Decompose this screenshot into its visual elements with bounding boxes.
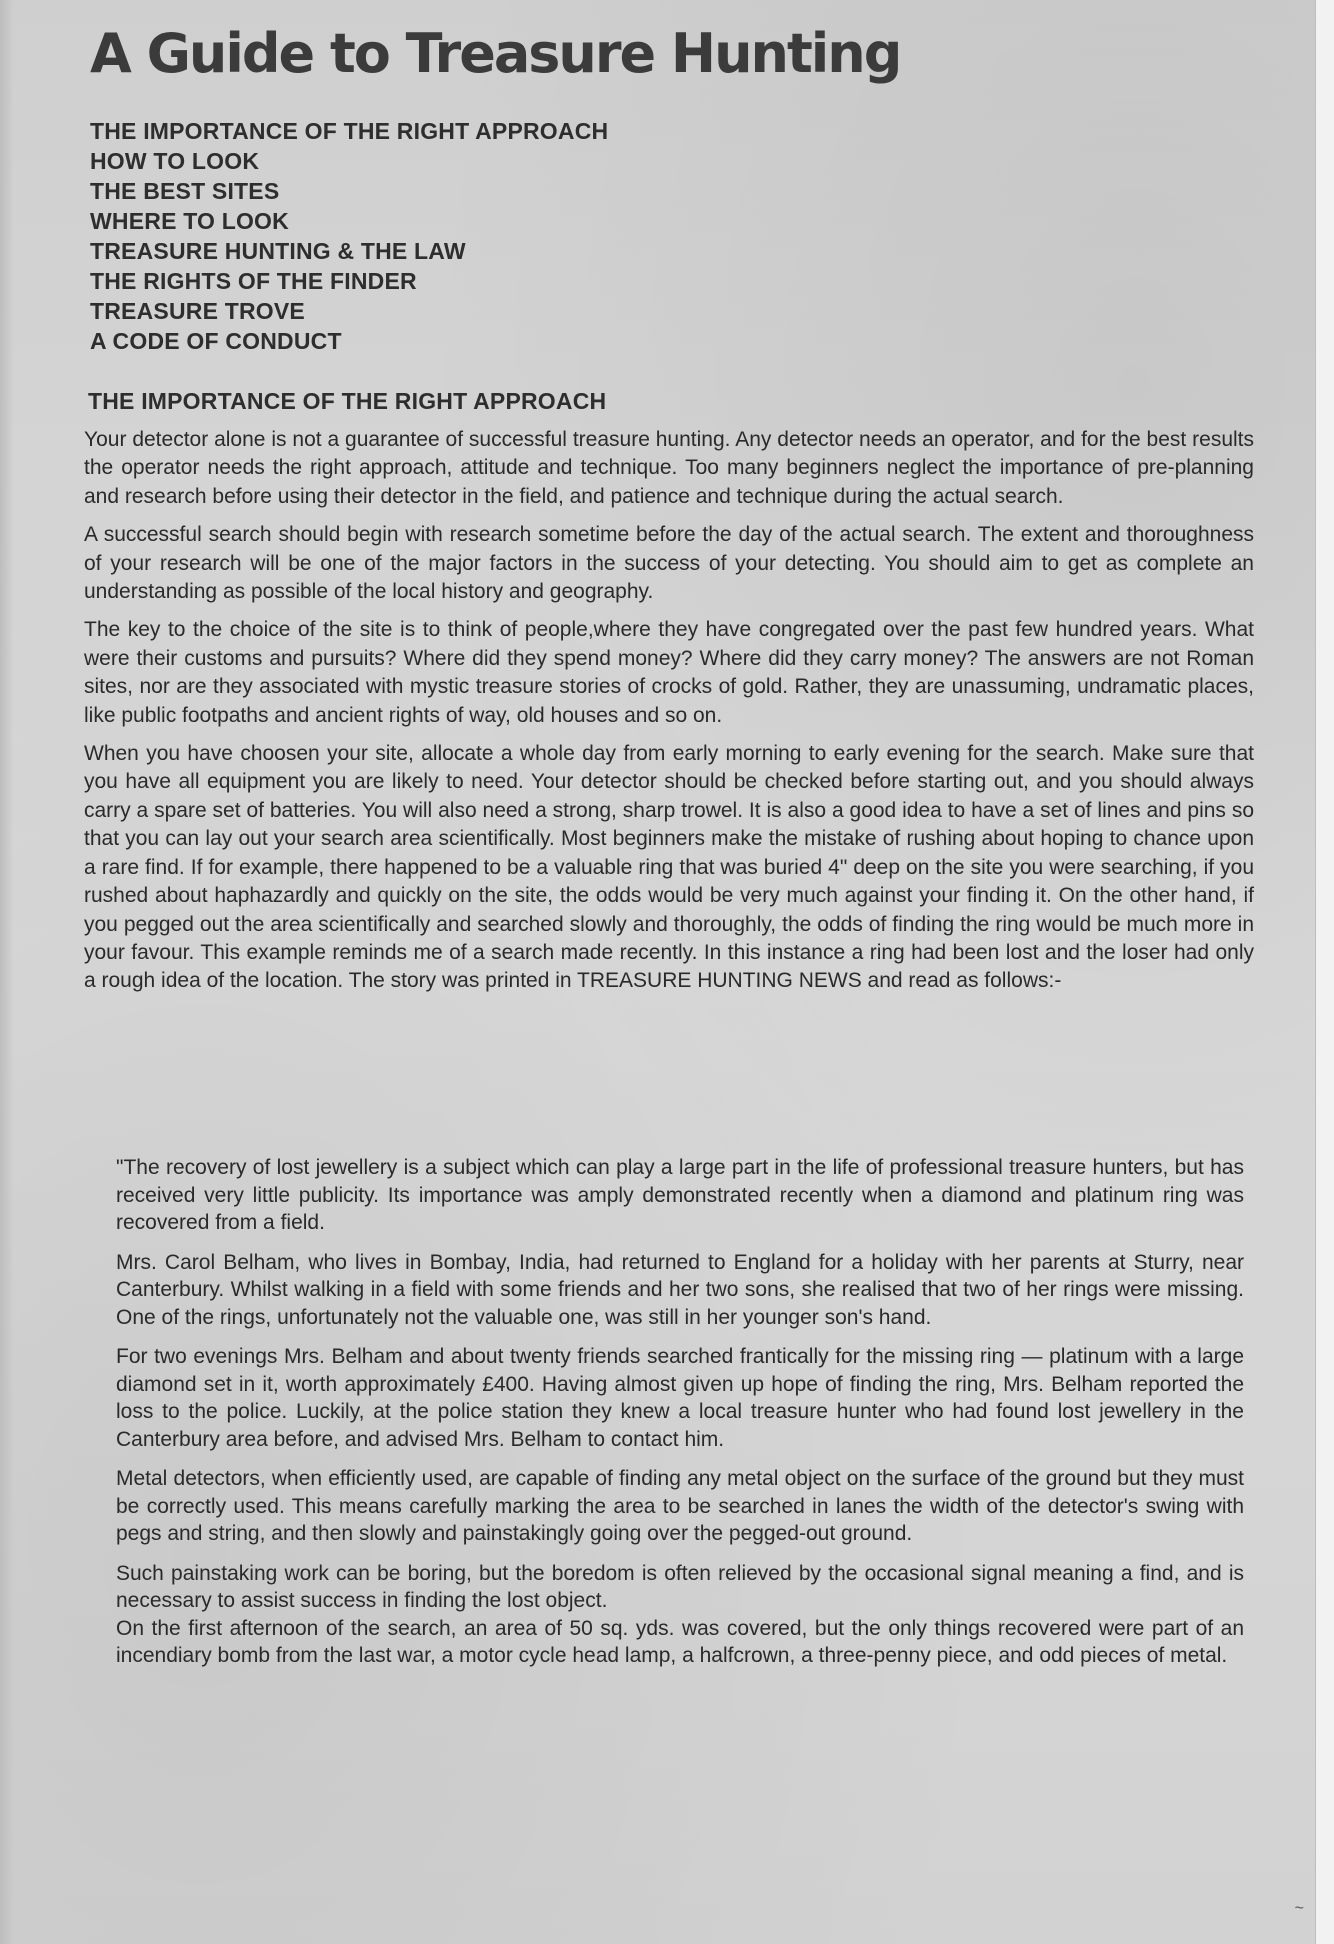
quote-paragraph: Such painstaking work can be boring, but the boredom is often relieved by the occasional signal meaning a find, and is necessary to assist success in finding the lost object. [116,1561,1244,1612]
table-of-contents [90,116,608,356]
toc-item: TREASURE TROVE [90,298,305,324]
toc-item: WHERE TO LOOK [90,208,289,234]
quoted-article [116,1154,1244,1682]
body-paragraph: Your detector alone is not a guarantee of successful treasure hunting. Any detector needs an operator, and for the best results the operator needs the right approach, attitude and technique. Too many beginners neglect the importance of pre-planning and research before using their detector in the field, and patience and technique during the actual search. [84,428,1254,508]
quote-paragraph: Mrs. Carol Belham, who lives in Bombay, India, had returned to England for a holiday with her parents at Sturry, near Canterbury. Whilst walking in a field with some friends and her two sons, she realised that two of her rings were missing. One of the rings, unfortunately not the valuable one, was still in her younger son's hand. [116,1250,1244,1329]
toc-item: A CODE OF CONDUCT [90,328,342,354]
body-paragraph: The key to the choice of the site is to think of people,where they have congregated over the past few hundred years. What were their customs and pursuits? Where did they spend money? Where did they carry money? The answers are not Roman sites, nor are they associated with mystic treasure stories of crocks of gold. Rather, they are unassuming, undramatic places, like public footpaths and ancient rights of way, old houses and so on. [84,618,1254,727]
quote-paragraph: On the first afternoon of the search, an area of 50 sq. yds. was covered, but the only things recovered were part of an incendiary bomb from the last war, a motor cycle head lamp, a halfcrown, a three-penny piece, and odd pieces of metal. [116,1616,1244,1667]
body-text [84,426,1254,1006]
page-left-shadow [0,0,14,1944]
toc-item: THE IMPORTANCE OF THE RIGHT APPROACH [90,118,609,144]
quote-paragraph: For two evenings Mrs. Belham and about twenty friends searched frantically for the missing ring — platinum with a large diamond set in it, worth approximately £400. Having almost given up hope of finding the ring, Mrs. Belham reported the loss to the police. Luckily, at the police station they knew a local treasure hunter who had found lost jewellery in the Canterbury area before, and advised Mrs. Belham to contact him. [116,1345,1244,1451]
body-paragraph: When you have choosen your site, allocate a whole day from early morning to early evening for the search. Make sure that you have all equipment you are likely to need. Your detector should be checked before starting out, and you should always carry a spare set of batteries. You will also need a strong, sharp trowel. It is also a good idea to have a set of lines and pins so that you can lay out your search area scientifically. Most beginners make the mistake of rushing about hoping to chance upon a rare find. If for example, there happened to be a valuable ring that was buried 4" deep on the site you were searching, if you rushed about haphazardly and quickly on the site, the odds would be very much against your finding it. On the other hand, if you pegged out the area scientifically and searched slowly and thoroughly, the odds of finding the ring would be much more in your favour. This example reminds me of a search made recently. In this instance a ring had been lost and the loser had only a rough idea of the location. The story was printed in TREASURE HUNTING NEWS and read as follows:- [84,742,1254,993]
scan-mark: ~ [1294,1900,1304,1917]
toc-item: THE RIGHTS OF THE FINDER [90,268,417,294]
body-paragraph: A successful search should begin with research sometime before the day of the actual search. The extent and thoroughness of your research will be one of the major factors in the success of your detecting. You should aim to get as complete an understanding as possible of the local history and geography. [84,523,1254,604]
toc-item: HOW TO LOOK [90,148,260,174]
page-title: A Guide to Treasure Hunting [90,22,901,85]
quote-paragraph: "The recovery of lost jewellery is a subject which can play a large part in the life of professional treasure hunters, but has received very little publicity. Its importance was amply demonstrated recently when a diamond and platinum ring was recovered from a field. [116,1156,1244,1234]
section-heading: THE IMPORTANCE OF THE RIGHT APPROACH [88,388,607,414]
page-right-edge [1315,0,1334,1944]
toc-item: THE BEST SITES [90,178,280,204]
toc-item: TREASURE HUNTING & THE LAW [90,238,466,264]
quote-paragraph: Metal detectors, when efficiently used, are capable of finding any metal object on the surface of the ground but they must be correctly used. This means carefully marking the area to be searched in lanes the width of the detector's swing with pegs and string, and then slowly and painstakingly going over the pegged-out ground. [116,1467,1244,1545]
